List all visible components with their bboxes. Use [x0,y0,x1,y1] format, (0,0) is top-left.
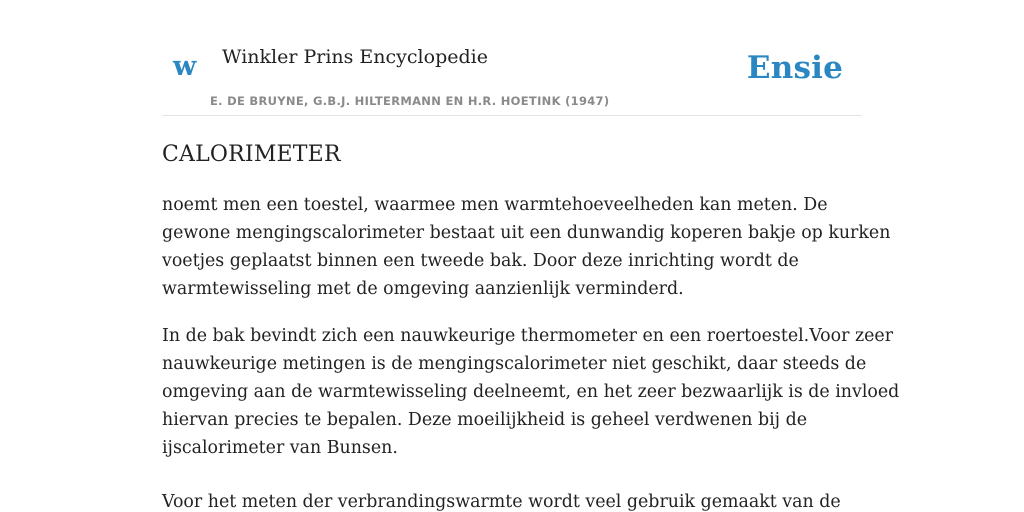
authors-line: E. DE BRUYNE, G.B.J. HILTERMANN EN H.R. HOETINK (1947) [210,94,610,108]
text-line: nauwkeurige metingen is de mengingscalorimeter niet geschikt, daar steeds de [162,354,867,375]
article-body [162,191,900,512]
paragraph [162,488,862,512]
text-line: ijscalorimeter van Bunsen. [162,438,398,459]
text-line: gewone mengingscalorimeter bestaat uit een dunwandig koperen bakje op kurken [162,223,891,244]
text-line: hiervan precies te bepalen. Deze moeilijkheid is geheel verdwenen bij de [162,410,808,431]
publication-title[interactable]: Winkler Prins Encyclopedie [222,46,488,68]
paragraph [162,322,900,462]
entry-title: CALORIMETER [162,142,341,167]
text-line: omgeving aan de warmtewisseling deelneemt, en het zeer bezwaarlijk is de invloed [162,382,900,403]
text-line: In de bak bevindt zich een nauwkeurige thermometer en een roertoestel.Voor zeer [162,326,894,347]
ensie-logo[interactable]: Ensie [746,50,843,86]
text-line: voetjes geplaatst binnen een tweede bak. Door deze inrichting wordt de [162,251,799,272]
paragraph [162,191,891,303]
text-line: noemt men een toestel, waarmee men warmtehoeveelheden kan meten. De [162,195,828,216]
text-line: warmtewisseling met de omgeving aanzienlijk verminderd. [162,279,684,300]
text-line: Voor het meten der verbrandingswarmte wordt veel gebruik gemaakt van de [162,492,841,512]
article-column [162,0,900,512]
header [162,0,862,116]
winkler-prins-logo[interactable]: w [173,51,197,82]
